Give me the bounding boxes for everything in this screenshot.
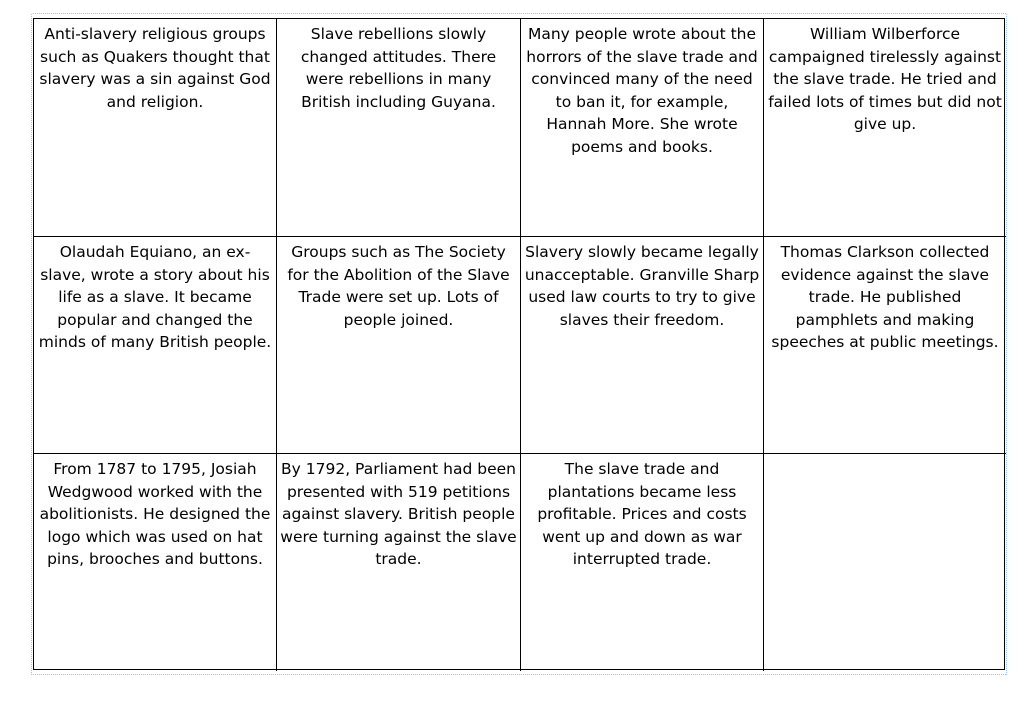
card-abolition-society: Groups such as The Society for the Abolition of the Slave Trade were set up. Lots of people joined. [277, 237, 521, 454]
card-granville-sharp: Slavery slowly became legally unacceptable. Granville Sharp used law courts to try to give slaves their freedom. [521, 237, 764, 454]
card-hannah-more: Many people wrote about the horrors of the slave trade and convinced many of the need to ban it, for example, Hannah More. She wrote poems and books. [521, 19, 764, 237]
card-josiah-wedgwood: From 1787 to 1795, Josiah Wedgwood worked with the abolitionists. He designed the logo which was used on hat pins, brooches and buttons. [34, 454, 277, 671]
card-empty [764, 454, 1006, 671]
card-parliament-petitions: By 1792, Parliament had been presented with 519 petitions against slavery. British people were turning against the slave trade. [277, 454, 521, 671]
card-slave-rebellions: Slave rebellions slowly changed attitudes. There were rebellions in many British including Guyana. [277, 19, 521, 237]
card-less-profitable: The slave trade and plantations became less profitable. Prices and costs went up and down as war interrupted trade. [521, 454, 764, 671]
card-thomas-clarkson: Thomas Clarkson collected evidence against the slave trade. He published pamphlets and making speeches at public meetings. [764, 237, 1006, 454]
page-margin-guide-top [33, 13, 1006, 14]
card-quakers: Anti-slavery religious groups such as Quakers thought that slavery was a sin against God and religion. [34, 19, 277, 237]
page-margin-guide-bottom [33, 674, 1006, 675]
card-william-wilberforce: William Wilberforce campaigned tirelessly against the slave trade. He tried and failed lots of times but did not give up. [764, 19, 1006, 237]
card-sort-table [33, 18, 1005, 670]
card-olaudah-equiano: Olaudah Equiano, an ex-slave, wrote a story about his life as a slave. It became popular and changed the minds of many British people. [34, 237, 277, 454]
page-margin-guide-left [31, 14, 32, 675]
page-margin-guide-right [1006, 14, 1007, 675]
